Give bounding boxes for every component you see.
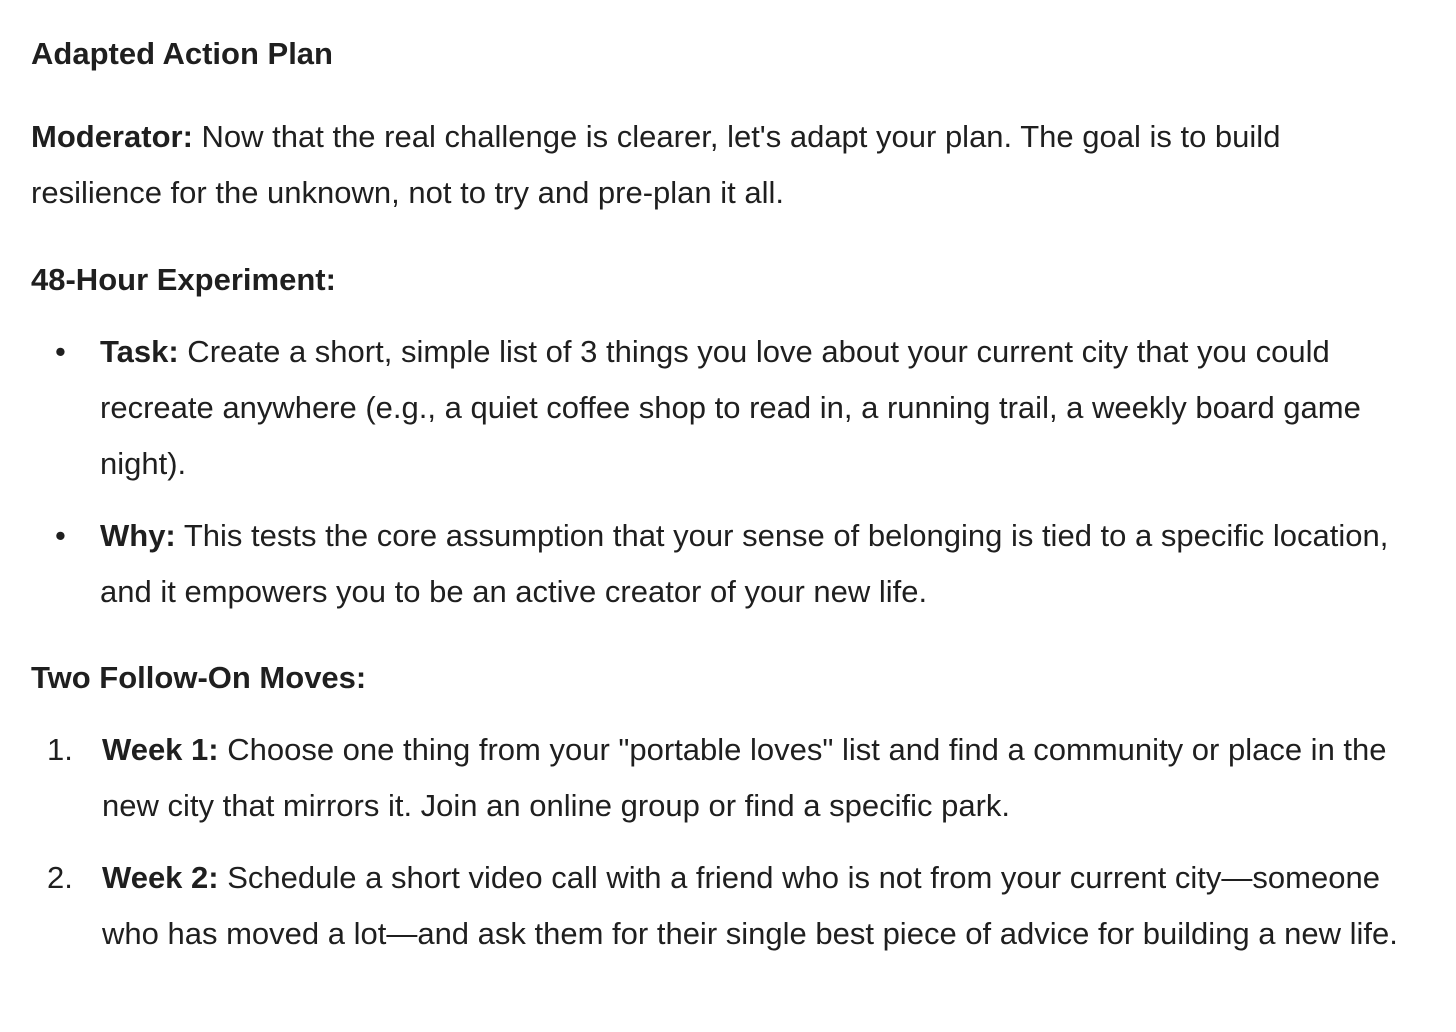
week-2-label: Week 2: [102,860,219,895]
list-item-why [31,508,1431,620]
task-text: Create a short, simple list of 3 things you love about your current city that you could recreate anywhere (e.g., a quiet coffee shop to read in, a running trail, a weekly board game night). [100,334,1361,481]
week-2-text: Schedule a short video call with a friend who is not from your current city—someone who has moved a lot—and ask them for their single best piece of advice for building a new life. [102,860,1398,951]
list-item-task [31,324,1431,492]
list-item-body [31,508,1431,620]
moves-heading: Two Follow-On Moves: [31,660,367,695]
list-number: 1. [47,732,73,767]
page-title: Adapted Action Plan [31,36,333,71]
task-label: Task: [100,334,179,369]
list-item-week-2 [31,850,1431,962]
moderator-label: Moderator: [31,119,193,154]
list-item-week-1 [31,722,1431,834]
week-1-label: Week 1: [102,732,219,767]
why-text: This tests the core assumption that your sense of belonging is tied to a specific location, and it empowers you to be an active creator of your new life. [100,518,1389,609]
experiment-list [31,324,1431,620]
moderator-text: Now that the real challenge is clearer, let's adapt your plan. The goal is to build resilience for the unknown, not to try and pre-plan it all. [31,119,1281,210]
bullet-icon: • [55,334,66,369]
moderator-paragraph [31,109,1401,221]
list-number: 2. [47,860,73,895]
list-item-body [31,722,1431,834]
bullet-icon: • [55,518,66,553]
list-item-body [31,850,1431,962]
experiment-heading: 48-Hour Experiment: [31,262,336,297]
list-item-body [31,324,1431,492]
why-label: Why: [100,518,176,553]
week-1-text: Choose one thing from your "portable loves" list and find a community or place in the new city that mirrors it. Join an online group or find a specific park. [102,732,1387,823]
moves-list [31,722,1431,962]
bottom-fade-overlay [0,968,1456,1032]
